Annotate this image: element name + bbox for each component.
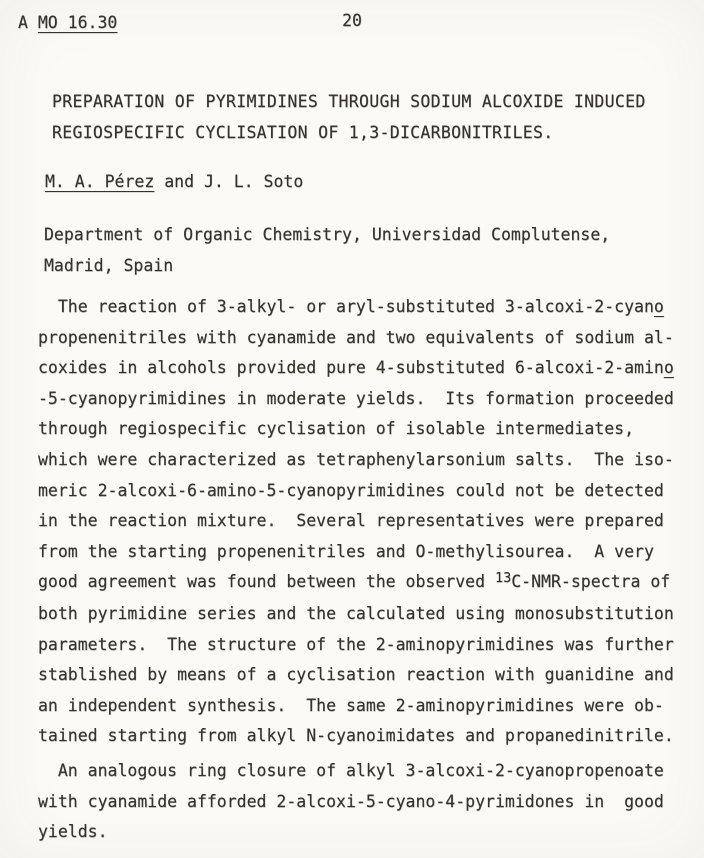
text-run: an independent synthesis. The same 2-aminopyrimidines were ob- [38, 695, 664, 715]
affiliation [44, 219, 610, 281]
text-run: both pyrimidine series and the calculated using monosubstitution [38, 603, 674, 623]
text-run: meric 2-alcoxi-6-amino-5-cyanopyrimidines could not be detected [38, 480, 664, 500]
text-run: good agreement was found between the observed [38, 572, 495, 592]
text-line [38, 384, 688, 415]
superscript-text: 13 [494, 569, 512, 586]
text-line [38, 476, 688, 507]
title-line: REGIOSPECIFIC CYCLISATION OF 1,3-DICARBONITRILES. [52, 123, 554, 142]
text-run: A [18, 13, 38, 32]
text-run: stablished by means of a cyclisation reaction with guanidine and [38, 665, 674, 685]
text-run: parameters. The structure of the 2-aminopyrimidines was further [38, 634, 674, 654]
text-line [38, 630, 688, 661]
text-run: C-NMR-spectra of [511, 572, 671, 592]
text-line [38, 660, 688, 691]
text-line [38, 537, 688, 568]
paper-title [52, 86, 646, 148]
text-line [38, 691, 688, 722]
title-line: PREPARATION OF PYRIMIDINES THROUGH SODIUM ALCOXIDE INDUCED [52, 92, 646, 111]
text-line [38, 506, 688, 537]
text-run: tained starting from alkyl N-cyanoimidates and propanedinitrile. [38, 726, 674, 746]
text-line [38, 567, 688, 599]
text-run: which were characterized as tetraphenylarsonium salts. The iso- [38, 449, 674, 469]
underlined-text: MO 16.30 [37, 13, 118, 32]
text-run: propenenitriles with cyanamide and two equivalents of sodium al- [38, 327, 674, 347]
text-line [38, 817, 688, 848]
text-line [38, 292, 688, 323]
text-line [38, 323, 688, 354]
text-line [38, 445, 688, 476]
text-line [38, 721, 688, 752]
text-run: yields. [38, 822, 108, 842]
text-run: in the reaction mixture. Several representatives were prepared [38, 511, 664, 531]
authors-line [45, 172, 303, 191]
text-line [38, 353, 688, 384]
text-run: coxides in alcohols provided pure 4-substituted 6-alcoxi-2-amin [38, 358, 664, 378]
text-run: An analogous ring closure of alkyl 3-alcoxi-2-cyanopropenoate [38, 760, 664, 780]
underlined-text: o [663, 358, 674, 378]
underlined-text: o [653, 297, 664, 316]
text-run: with cyanamide afforded 2-alcoxi-5-cyano-4-pyrimidones in good [38, 791, 664, 811]
text-run: and J. L. Soto [154, 172, 304, 191]
page-number: 20 [342, 11, 362, 30]
abstract-body [38, 292, 688, 848]
text-run: -5-cyanopyrimidines in moderate yields. Its formation proceeded [38, 388, 674, 408]
abstract-paragraph [38, 292, 688, 752]
text-line [38, 599, 688, 630]
text-run: The reaction of 3-alkyl- or aryl-substituted 3-alcoxi-2-cyan [38, 297, 654, 316]
underlined-text: M. A. Pérez [45, 172, 155, 191]
text-line [38, 787, 688, 818]
abstract-paragraph [38, 756, 688, 848]
text-run: through regiospecific cyclisation of isolable intermediates, [38, 419, 635, 439]
affiliation-line: Madrid, Spain [44, 256, 174, 275]
affiliation-line: Department of Organic Chemistry, Universidad Complutense, [44, 225, 611, 244]
text-line [38, 414, 688, 445]
text-line [38, 756, 688, 787]
text-run: from the starting propenenitriles and O-methylisourea. A very [38, 541, 654, 561]
